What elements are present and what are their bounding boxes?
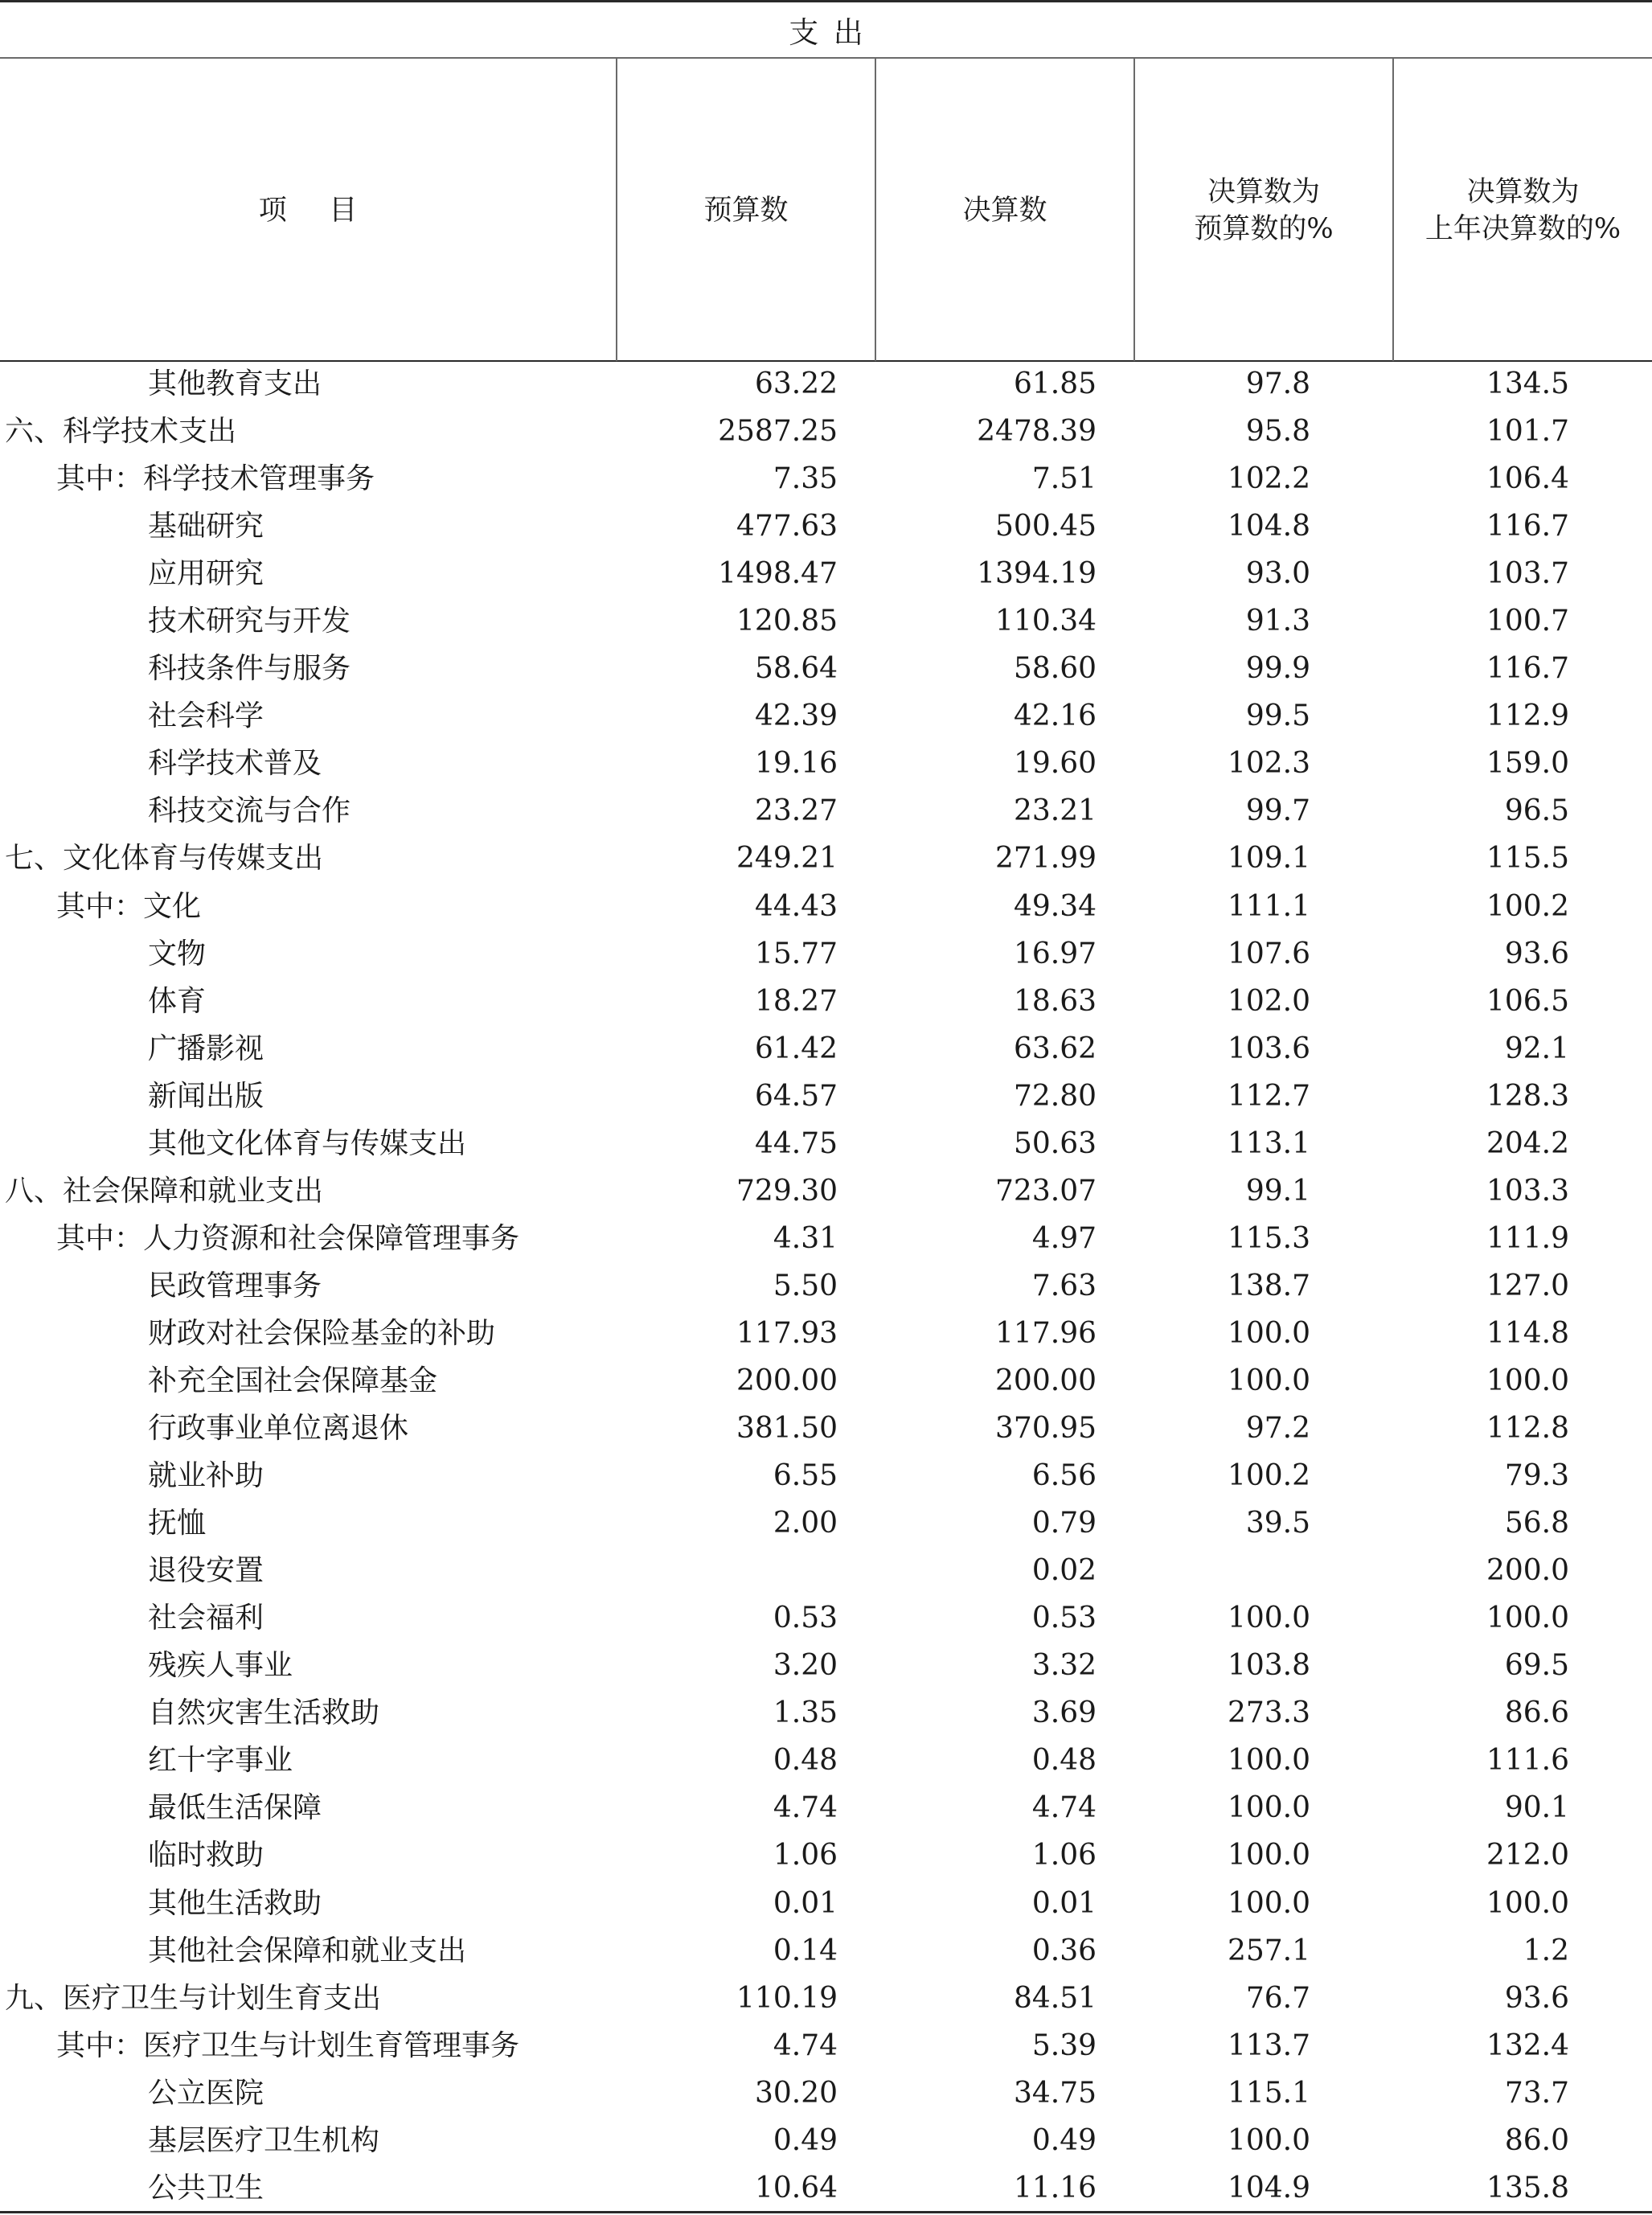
- pct-of-prev-year-value: 159.0: [1486, 747, 1569, 781]
- pct-of-budget-value: 100.0: [1227, 1791, 1310, 1825]
- table-row: [0, 835, 1652, 882]
- pct-of-prev-year-value: 134.5: [1486, 367, 1569, 400]
- budget-value: 0.53: [773, 1602, 838, 1635]
- pct-of-budget-value: 103.6: [1227, 1032, 1310, 1065]
- pct-of-prev-year-value: 100.0: [1486, 1602, 1569, 1635]
- actual-value: 23.21: [1013, 794, 1097, 828]
- pct-of-budget-value: 99.7: [1245, 794, 1310, 828]
- row-label: 就业补助: [148, 1459, 264, 1493]
- pct-of-prev-year-value: 106.5: [1486, 984, 1569, 1018]
- row-label: 技术研究与开发: [148, 605, 351, 638]
- actual-value: 4.97: [1031, 1221, 1097, 1255]
- pct-of-budget-value: 104.8: [1227, 510, 1310, 543]
- row-label: 六、科学技术支出: [5, 415, 237, 449]
- pct-of-prev-year-value: 114.8: [1486, 1316, 1569, 1350]
- actual-value: 6.56: [1031, 1459, 1097, 1493]
- row-label: 七、文化体育与传媒支出: [5, 842, 324, 876]
- pct-of-prev-year-value: 92.1: [1504, 1032, 1569, 1065]
- row-label: 红十字事业: [148, 1744, 293, 1778]
- row-label: 八、社会保障和就业支出: [5, 1174, 324, 1208]
- pct-of-budget-value: 257.1: [1227, 1934, 1310, 1967]
- actual-value: 4.74: [1031, 1791, 1097, 1825]
- actual-value: 63.62: [1013, 1032, 1097, 1065]
- pct-of-prev-year-value: 204.2: [1486, 1126, 1569, 1160]
- budget-value: 64.57: [754, 1079, 838, 1113]
- pct-of-prev-year-value: 115.5: [1486, 842, 1569, 876]
- budget-value: 477.63: [736, 510, 838, 543]
- budget-value: 61.42: [754, 1032, 838, 1065]
- pct-of-budget-value: 111.1: [1227, 889, 1310, 923]
- table-row: [0, 1880, 1652, 1927]
- actual-value: 1.06: [1031, 1839, 1097, 1872]
- column-header-budget: 预算数: [703, 195, 789, 227]
- table-row: [0, 1737, 1652, 1784]
- row-label: 科学技术普及: [148, 747, 322, 781]
- pct-of-prev-year-value: 69.5: [1504, 1649, 1569, 1683]
- budget-value: 0.48: [773, 1744, 838, 1778]
- budget-value: 3.20: [773, 1649, 838, 1683]
- table-row: [0, 1594, 1652, 1642]
- pct-of-prev-year-value: 93.6: [1504, 937, 1569, 970]
- budget-value: 63.22: [754, 367, 838, 400]
- pct-of-prev-year-value: 135.8: [1486, 2171, 1569, 2205]
- row-label: 其中：医疗卫生与计划生育管理事务: [56, 2028, 520, 2062]
- row-label: 行政事业单位离退休: [148, 1412, 409, 1446]
- budget-value: 2.00: [773, 1507, 838, 1540]
- pct-of-budget-value: 100.0: [1227, 1364, 1310, 1397]
- pct-of-prev-year-value: 112.9: [1486, 699, 1569, 733]
- actual-value: 5.39: [1031, 2028, 1097, 2062]
- pct-of-budget-value: 115.1: [1227, 2076, 1310, 2110]
- budget-value: 729.30: [736, 1174, 838, 1208]
- actual-value: 72.80: [1013, 1079, 1097, 1113]
- actual-value: 500.45: [995, 510, 1097, 543]
- pct-of-prev-year-value: 103.7: [1486, 557, 1569, 591]
- budget-value: 44.43: [754, 889, 838, 923]
- pct-of-prev-year-value: 86.0: [1504, 2123, 1569, 2157]
- pct-of-budget-value: 91.3: [1245, 605, 1310, 638]
- pct-of-budget-value: 113.1: [1227, 1126, 1310, 1160]
- table-row: [0, 1642, 1652, 1689]
- pct-of-budget-value: 100.0: [1227, 1886, 1310, 1920]
- column-header-actual: 决算数: [962, 195, 1047, 227]
- table-row: [0, 883, 1652, 930]
- actual-value: 16.97: [1013, 937, 1097, 970]
- table-row: [0, 1784, 1652, 1831]
- row-label: 其他教育支出: [148, 367, 322, 400]
- pct-of-budget-value: 100.0: [1227, 1744, 1310, 1778]
- pct-of-budget-value: 97.2: [1245, 1412, 1310, 1446]
- pct-of-prev-year-value: 116.7: [1486, 510, 1569, 543]
- table-row: [0, 1357, 1652, 1405]
- budget-value: 0.49: [773, 2123, 838, 2157]
- table-row: [0, 550, 1652, 597]
- budget-value: 110.19: [736, 1981, 838, 2015]
- budget-value: 117.93: [736, 1316, 838, 1350]
- pct-of-prev-year-value: 1.2: [1523, 1934, 1569, 1967]
- row-label: 补充全国社会保障基金: [148, 1364, 438, 1397]
- budget-value: 4.74: [773, 2028, 838, 2062]
- budget-value: 19.16: [754, 747, 838, 781]
- row-label: 社会福利: [148, 1602, 264, 1635]
- pct-of-budget-value: 102.3: [1227, 747, 1310, 781]
- row-label: 应用研究: [148, 557, 264, 591]
- table-row: [0, 1262, 1652, 1310]
- pct-of-prev-year-value: 127.0: [1486, 1269, 1569, 1302]
- table-row: [0, 1927, 1652, 1975]
- actual-value: 50.63: [1013, 1126, 1097, 1160]
- row-label: 体育: [148, 984, 207, 1018]
- row-label: 广播影视: [148, 1032, 264, 1065]
- table-row: [0, 978, 1652, 1025]
- row-label: 文物: [148, 937, 207, 970]
- budget-value: [619, 1547, 838, 1594]
- actual-value: 7.63: [1031, 1269, 1097, 1302]
- pct-of-budget-value: 100.2: [1227, 1459, 1310, 1493]
- table-row: [0, 502, 1652, 550]
- pct-of-prev-year-value: 90.1: [1504, 1791, 1569, 1825]
- title-divider: [0, 57, 1652, 59]
- row-label: 九、医疗卫生与计划生育支出: [5, 1981, 382, 2015]
- budget-value: 4.31: [773, 1221, 838, 1255]
- actual-value: 11.16: [1013, 2171, 1097, 2205]
- pct-of-prev-year-value: 93.6: [1504, 1981, 1569, 2015]
- budget-value: 120.85: [736, 605, 838, 638]
- pct-of-prev-year-value: 100.0: [1486, 1364, 1569, 1397]
- column-header-pct-budget: 决算数为 预算数的%: [1194, 176, 1334, 245]
- pct-of-budget-value: 99.1: [1245, 1174, 1310, 1208]
- pct-of-prev-year-value: 96.5: [1504, 794, 1569, 828]
- budget-value: 18.27: [754, 984, 838, 1018]
- table-row: [0, 1215, 1652, 1262]
- actual-value: 370.95: [995, 1412, 1097, 1446]
- row-label: 其中：人力资源和社会保障管理事务: [56, 1221, 520, 1255]
- pct-of-prev-year-value: 106.4: [1486, 462, 1569, 496]
- actual-value: 84.51: [1013, 1981, 1097, 2015]
- pct-of-budget-value: 273.3: [1227, 1696, 1310, 1730]
- pct-of-prev-year-value: 212.0: [1486, 1839, 1569, 1872]
- table-row: [0, 1831, 1652, 1879]
- pct-of-prev-year-value: 56.8: [1504, 1507, 1569, 1540]
- budget-value: 1.35: [773, 1696, 838, 1730]
- row-label: 社会科学: [148, 699, 264, 733]
- table-row: [0, 2117, 1652, 2164]
- row-label: 科技条件与服务: [148, 652, 351, 686]
- table-row: [0, 408, 1652, 455]
- row-label: 临时救助: [148, 1839, 264, 1872]
- pct-of-prev-year-value: 100.2: [1486, 889, 1569, 923]
- pct-of-budget-value: 95.8: [1245, 415, 1310, 449]
- pct-of-prev-year-value: 100.7: [1486, 605, 1569, 638]
- actual-value: 0.02: [1031, 1554, 1097, 1588]
- pct-of-budget-value: 104.9: [1227, 2171, 1310, 2205]
- pct-of-budget-value: 97.8: [1245, 367, 1310, 400]
- table-body: [0, 360, 1652, 2212]
- pct-of-prev-year-value: 116.7: [1486, 652, 1569, 686]
- table-row: [0, 1310, 1652, 1357]
- table-row: [0, 1167, 1652, 1215]
- table-row: [0, 2022, 1652, 2069]
- pct-of-prev-year-value: 86.6: [1504, 1696, 1569, 1730]
- actual-value: 0.48: [1031, 1744, 1097, 1778]
- budget-value: 23.27: [754, 794, 838, 828]
- table-title: 支出: [789, 15, 879, 50]
- actual-value: 0.49: [1031, 2123, 1097, 2157]
- actual-value: 0.01: [1031, 1886, 1097, 1920]
- pct-of-budget-value: 109.1: [1227, 842, 1310, 876]
- budget-value: 30.20: [754, 2076, 838, 2110]
- pct-of-budget-value: 107.6: [1227, 937, 1310, 970]
- row-label: 科技交流与合作: [148, 794, 351, 828]
- row-label: 公立医院: [148, 2076, 264, 2110]
- row-label: 其他社会保障和就业支出: [148, 1934, 467, 1967]
- pct-of-budget-value: 113.7: [1227, 2028, 1310, 2062]
- budget-value: 42.39: [754, 699, 838, 733]
- budget-value: 6.55: [773, 1459, 838, 1493]
- row-label: 财政对社会保险基金的补助: [148, 1316, 496, 1350]
- actual-value: 49.34: [1013, 889, 1097, 923]
- table-row: [0, 645, 1652, 692]
- row-label: 残疾人事业: [148, 1649, 293, 1683]
- row-label: 其中：科学技术管理事务: [56, 462, 375, 496]
- table-row: [0, 1975, 1652, 2022]
- pct-of-budget-value: 100.0: [1227, 1839, 1310, 1872]
- row-label: 公共卫生: [148, 2171, 264, 2205]
- row-label: 自然灾害生活救助: [148, 1696, 380, 1730]
- pct-of-budget-value: 100.0: [1227, 1316, 1310, 1350]
- pct-of-budget-value: 103.8: [1227, 1649, 1310, 1683]
- actual-value: 3.69: [1031, 1696, 1097, 1730]
- pct-of-budget-value: 112.7: [1227, 1079, 1310, 1113]
- pct-of-budget-value: 76.7: [1245, 1981, 1310, 2015]
- budget-value: 5.50: [773, 1269, 838, 1302]
- pct-of-budget-value: 102.0: [1227, 984, 1310, 1018]
- actual-value: 42.16: [1013, 699, 1097, 733]
- budget-value: 0.14: [773, 1934, 838, 1967]
- pct-of-budget-value: 102.2: [1227, 462, 1310, 496]
- pct-of-prev-year-value: 112.8: [1486, 1412, 1569, 1446]
- row-label: 抚恤: [148, 1507, 207, 1540]
- actual-value: 0.79: [1031, 1507, 1097, 1540]
- pct-of-budget-value: [1137, 1547, 1310, 1594]
- row-label: 其他文化体育与传媒支出: [148, 1126, 467, 1160]
- budget-value: 200.00: [736, 1364, 838, 1397]
- budget-value: 10.64: [754, 2171, 838, 2205]
- budget-value: 2587.25: [718, 415, 838, 449]
- pct-of-prev-year-value: 101.7: [1486, 415, 1569, 449]
- actual-value: 3.32: [1031, 1649, 1097, 1683]
- actual-value: 0.36: [1031, 1934, 1097, 1967]
- column-header-pct-prev: 决算数为 上年决算数的%: [1424, 176, 1621, 245]
- row-label: 基础研究: [148, 510, 264, 543]
- pct-of-prev-year-value: 73.7: [1504, 2076, 1569, 2110]
- row-label: 民政管理事务: [148, 1269, 322, 1302]
- table-row: [0, 1120, 1652, 1167]
- table-row: [0, 1025, 1652, 1073]
- pct-of-budget-value: 115.3: [1227, 1221, 1310, 1255]
- budget-value: 249.21: [736, 842, 838, 876]
- table-row: [0, 1405, 1652, 1452]
- pct-of-budget-value: 99.5: [1245, 699, 1310, 733]
- row-label: 最低生活保障: [148, 1791, 322, 1825]
- table-row: [0, 1073, 1652, 1120]
- pct-of-budget-value: 93.0: [1245, 557, 1310, 591]
- table-row: [0, 1689, 1652, 1737]
- pct-of-prev-year-value: 111.6: [1486, 1744, 1569, 1778]
- table-row: [0, 787, 1652, 835]
- column-header-item: 项目: [258, 195, 400, 227]
- pct-of-prev-year-value: 100.0: [1486, 1886, 1569, 1920]
- budget-value: 1498.47: [718, 557, 838, 591]
- table-row: [0, 455, 1652, 502]
- table-row: [0, 1547, 1652, 1594]
- table-row: [0, 2164, 1652, 2212]
- row-label: 其中：文化: [56, 889, 202, 923]
- table-row: [0, 692, 1652, 740]
- table-row: [0, 2069, 1652, 2117]
- pct-of-prev-year-value: 79.3: [1504, 1459, 1569, 1493]
- actual-value: 61.85: [1013, 367, 1097, 400]
- actual-value: 18.63: [1013, 984, 1097, 1018]
- pct-of-prev-year-value: 128.3: [1486, 1079, 1569, 1113]
- table-top-rule: [0, 0, 1652, 2]
- budget-value: 4.74: [773, 1791, 838, 1825]
- budget-value: 1.06: [773, 1839, 838, 1872]
- actual-value: 271.99: [995, 842, 1097, 876]
- budget-value: 15.77: [754, 937, 838, 970]
- pct-of-prev-year-value: 111.9: [1486, 1221, 1569, 1255]
- actual-value: 200.00: [995, 1364, 1097, 1397]
- row-label: 新闻出版: [148, 1079, 264, 1113]
- pct-of-budget-value: 100.0: [1227, 2123, 1310, 2157]
- pct-of-prev-year-value: 132.4: [1486, 2028, 1569, 2062]
- actual-value: 723.07: [995, 1174, 1097, 1208]
- budget-value: 381.50: [736, 1412, 838, 1446]
- budget-value: 44.75: [754, 1126, 838, 1160]
- table-row: [0, 740, 1652, 787]
- budget-value: 7.35: [773, 462, 838, 496]
- actual-value: 34.75: [1013, 2076, 1097, 2110]
- actual-value: 58.60: [1013, 652, 1097, 686]
- actual-value: 2478.39: [977, 415, 1097, 449]
- actual-value: 1394.19: [977, 557, 1097, 591]
- actual-value: 19.60: [1013, 747, 1097, 781]
- row-label: 基层医疗卫生机构: [148, 2123, 380, 2157]
- table-row: [0, 1452, 1652, 1499]
- row-label: 退役安置: [148, 1554, 264, 1588]
- pct-of-budget-value: 100.0: [1227, 1602, 1310, 1635]
- actual-value: 0.53: [1031, 1602, 1097, 1635]
- table-row: [0, 597, 1652, 645]
- table-row: [0, 360, 1652, 408]
- row-label: 其他生活救助: [148, 1886, 322, 1920]
- budget-value: 0.01: [773, 1886, 838, 1920]
- pct-of-budget-value: 99.9: [1245, 652, 1310, 686]
- pct-of-prev-year-value: 200.0: [1486, 1554, 1569, 1588]
- table-row: [0, 1499, 1652, 1547]
- pct-of-prev-year-value: 103.3: [1486, 1174, 1569, 1208]
- pct-of-budget-value: 138.7: [1227, 1269, 1310, 1302]
- actual-value: 117.96: [995, 1316, 1097, 1350]
- actual-value: 7.51: [1031, 462, 1097, 496]
- pct-of-budget-value: 39.5: [1245, 1507, 1310, 1540]
- actual-value: 110.34: [995, 605, 1097, 638]
- budget-value: 58.64: [754, 652, 838, 686]
- table-row: [0, 930, 1652, 978]
